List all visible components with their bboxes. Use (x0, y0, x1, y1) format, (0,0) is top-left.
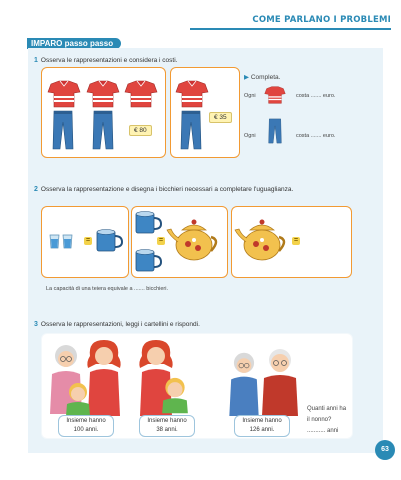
shirt-icon (175, 80, 209, 108)
answer-line-1-end: costa ....... euro. (296, 93, 336, 99)
equals-sign: = (85, 237, 91, 244)
ex1-instruction: 1 Osserva le rappresentazioni e considera i costi. (34, 57, 178, 64)
mug-icon (95, 228, 123, 252)
age-card-3: Insieme hanno 126 anni. (234, 415, 290, 437)
shirt-icon (47, 80, 81, 108)
small-jeans-icon (268, 118, 282, 144)
answer-line-1-start: Ogni (244, 93, 256, 99)
grandfather-illustration (258, 346, 302, 416)
jeans-icon (52, 110, 74, 150)
section-tag: IMPARO passo passo (27, 38, 121, 49)
age-card-1: Insieme hanno 100 anni. (58, 415, 114, 437)
glass-icon (62, 234, 73, 249)
header-title: COME PARLANO I PROBLEMI (252, 15, 391, 25)
arrow-icon: ▶ (244, 74, 249, 81)
equals-sign: = (158, 237, 164, 244)
ex2-instruction: 2 Osserva la rappresentazione e disegna i bicchieri necessari a completare l'uguaglianza. (34, 186, 294, 193)
teapot-icon (166, 218, 222, 262)
small-shirt-icon (264, 86, 286, 104)
ex2-caption: La capacità di una teiera equivale a ....... bicchieri. (46, 286, 168, 292)
ex3-question: Quanti anni ha il nonno? ........... anni (307, 406, 347, 434)
answer-line-2-end: costa ....... euro. (296, 133, 336, 139)
child-illustration (160, 376, 190, 414)
shirt-icon (124, 80, 158, 108)
age-card-2: Insieme hanno 38 anni. (139, 415, 195, 437)
price-tag-right: € 35 (209, 112, 232, 123)
ex3-instruction: 3 Osserva le rappresentazioni, leggi i cartellini e rispondi. (34, 321, 200, 328)
jeans-icon (92, 110, 114, 150)
glass-icon (49, 234, 60, 249)
header-rule (190, 28, 391, 30)
shirt-icon (86, 80, 120, 108)
mug-icon (134, 248, 162, 272)
price-tag-left: € 80 (129, 125, 152, 136)
mug-icon (134, 210, 162, 234)
jeans-icon (180, 110, 202, 150)
teapot-icon (234, 218, 290, 262)
equals-sign: = (293, 237, 299, 244)
child-illustration (64, 382, 92, 416)
page-number: 63 (375, 440, 395, 460)
completa-label: ▶ Completa. (244, 74, 281, 81)
answer-line-2-start: Ogni (244, 133, 256, 139)
